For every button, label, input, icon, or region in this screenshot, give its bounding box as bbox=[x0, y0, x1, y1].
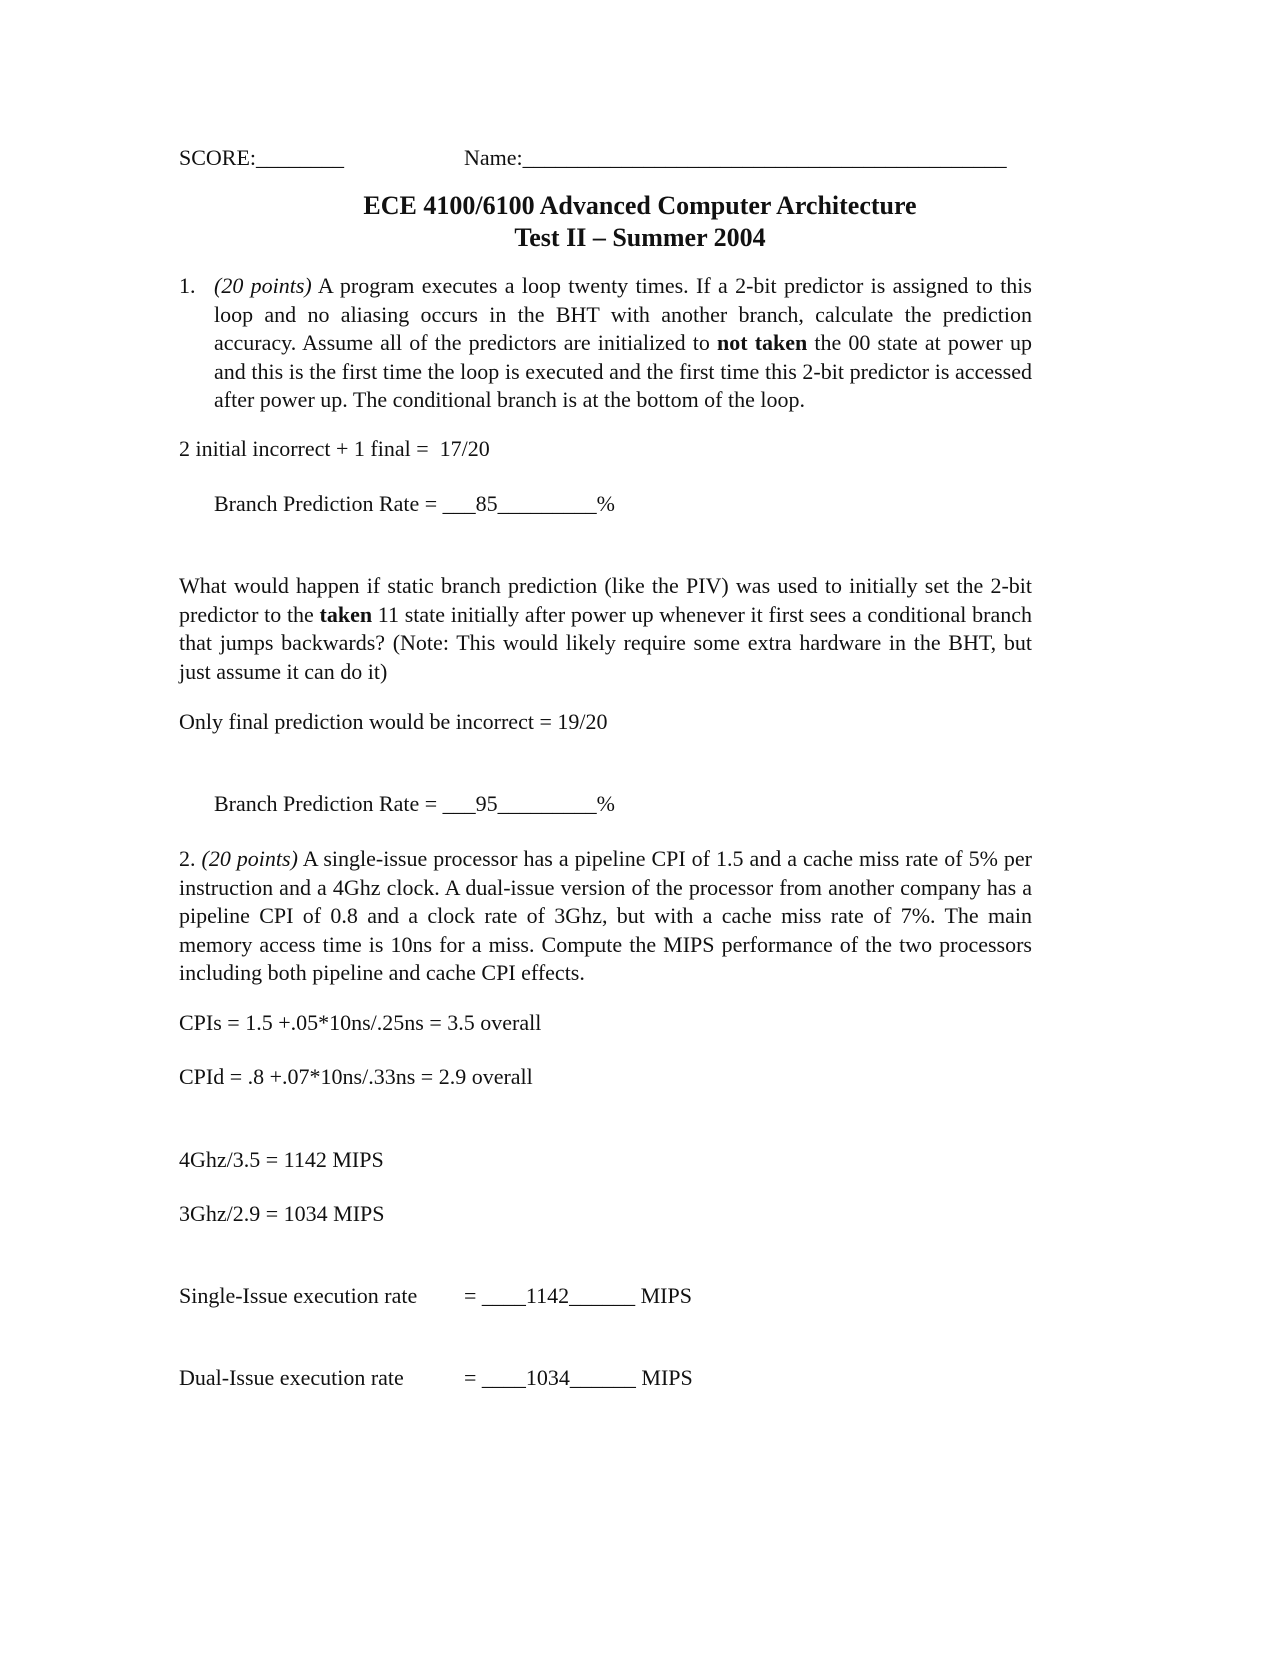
q1-number: 1. bbox=[179, 273, 196, 298]
q1b-text bbox=[179, 572, 1032, 686]
q1-bold-not-taken: not taken bbox=[717, 330, 808, 356]
q2-points: (20 points) bbox=[201, 846, 298, 871]
q1-points: (20 points) bbox=[214, 273, 312, 298]
q2-text bbox=[179, 845, 1032, 988]
exam-title: ECE 4100/6100 Advanced Computer Architecture bbox=[363, 191, 917, 220]
name-field: Name:____________________________________________ bbox=[464, 145, 1007, 170]
q1-answer-2: Branch Prediction Rate = ___95_________% bbox=[214, 791, 616, 816]
q1-work-1: 2 initial incorrect + 1 final = 17/20 bbox=[179, 436, 490, 461]
q1b-text-a: What would happen if static branch prediction (like the PIV) was used to initially set the 2-bit predictor to the bbox=[179, 573, 1032, 627]
dual-issue-value: = ____1034______ MIPS bbox=[464, 1365, 693, 1390]
q2-body: A single-issue processor has a pipeline CPI of 1.5 and a cache miss rate of 5% per instruction and a 4Ghz clock. A dual-issue version of the processor from another company has a pipeline CPI of 0.8 and a clock rate of 3Ghz, but with a cache miss rate of 7%. The main memory access time is 10ns for a miss. Compute the MIPS performance of the two processors including both pipeline and cache CPI effects. bbox=[179, 846, 1033, 986]
q2-mips-dual: 3Ghz/2.9 = 1034 MIPS bbox=[179, 1201, 385, 1226]
score-field: SCORE:________ bbox=[179, 145, 345, 170]
q1-text-b: the 00 state at power up and this is the first time the loop is executed and the first time this 2-bit predictor is accessed after power up. The conditional branch is at the bottom of the loop. bbox=[214, 330, 1032, 413]
q1-answer-1: Branch Prediction Rate = ___85_________% bbox=[214, 491, 616, 516]
single-issue-value: = ____1142______ MIPS bbox=[464, 1283, 692, 1308]
q2-cpis: CPIs = 1.5 +.05*10ns/.25ns = 3.5 overall bbox=[179, 1010, 542, 1035]
q2-cpid: CPId = .8 +.07*10ns/.33ns = 2.9 overall bbox=[179, 1064, 533, 1089]
q1-text-a: A program executes a loop twenty times. If a 2-bit predictor is assigned to this loop and no aliasing occurs in the BHT with another branch, calculate the prediction accuracy. Assume all of the predictors are initialized to bbox=[214, 273, 1032, 356]
dual-issue-label: Dual-Issue execution rate bbox=[179, 1365, 404, 1390]
exam-subtitle: Test II – Summer 2004 bbox=[514, 223, 766, 252]
q1-work-2: Only final prediction would be incorrect = 19/20 bbox=[179, 709, 608, 734]
q2-number: 2. bbox=[179, 846, 196, 871]
q1b-bold-taken: taken bbox=[319, 601, 373, 627]
q2-mips-single: 4Ghz/3.5 = 1142 MIPS bbox=[179, 1147, 384, 1172]
q1-text bbox=[214, 272, 1032, 415]
q1b-text-b: 11 state initially after power up whenever it first sees a conditional branch that jumps backwards? (Note: This would likely require some extra hardware in the BHT, but just assume it can do it) bbox=[179, 601, 1032, 684]
single-issue-label: Single-Issue execution rate bbox=[179, 1283, 418, 1308]
